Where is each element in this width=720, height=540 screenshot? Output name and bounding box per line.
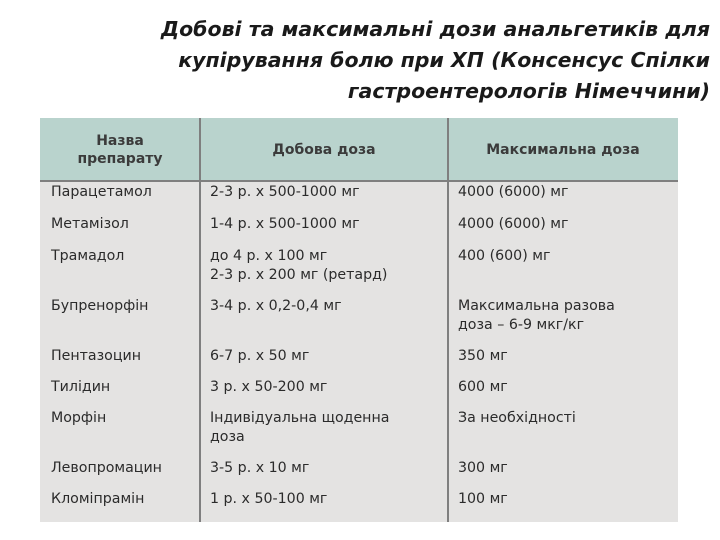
header-drug-name-line-2: препарату (77, 150, 163, 167)
max-dose-cell (458, 409, 576, 428)
max-dose-line: 600 мг (458, 379, 508, 395)
max-dose-cell (458, 183, 568, 202)
title-line-3: гастроентерологів Німеччини) (347, 79, 710, 103)
drug-name-cell: Кломіпрамін (51, 491, 145, 507)
analgesic-dose-table (40, 118, 678, 522)
column-divider (447, 118, 449, 522)
daily-dose-line: 3 р. x 50-200 мг (210, 379, 328, 395)
max-dose-cell (458, 490, 508, 509)
daily-dose-cell (210, 183, 360, 202)
max-dose-line: 350 мг (458, 348, 508, 364)
daily-dose-line: 6-7 р. x 50 мг (210, 348, 310, 364)
header-drug-name-line-1: Назва (96, 132, 144, 149)
max-dose-cell (458, 297, 615, 335)
drug-name-cell: Метамізол (51, 216, 129, 232)
max-dose-line: доза – 6-9 мкг/кг (458, 317, 585, 333)
daily-dose-line: 1 р. x 50-100 мг (210, 491, 328, 507)
daily-dose-cell (210, 459, 309, 478)
daily-dose-cell (210, 297, 342, 316)
daily-dose-line: 2-3 р. x 200 мг (ретард) (210, 267, 388, 283)
drug-name-cell: Бупренорфін (51, 298, 149, 314)
daily-dose-cell (210, 490, 327, 509)
daily-dose-cell (210, 378, 327, 397)
daily-dose-cell (210, 347, 309, 366)
header-divider (40, 180, 678, 182)
header-max-dose: Максимальна доза (486, 141, 640, 158)
table-header (40, 118, 678, 181)
header-drug-name (40, 118, 200, 181)
title-line-1: Добові та максимальні дози анальгетиків для (160, 17, 710, 41)
page-title (20, 14, 710, 107)
drug-name-cell: Левопромацин (51, 460, 162, 476)
daily-dose-cell (210, 215, 360, 234)
daily-dose-line: до 4 р. x 100 мг (210, 248, 328, 264)
max-dose-line: За необхідності (458, 410, 576, 426)
daily-dose-line: 2-3 р. x 500-1000 мг (210, 184, 360, 200)
daily-dose-cell (210, 409, 389, 447)
max-dose-line: 300 мг (458, 460, 508, 476)
daily-dose-line: Індивідуальна щоденна (210, 410, 390, 426)
header-daily-dose: Добова доза (272, 141, 376, 158)
max-dose-cell (458, 215, 568, 234)
max-dose-line: 100 мг (458, 491, 508, 507)
max-dose-line: 400 (600) мг (458, 248, 551, 264)
daily-dose-line: 3-4 р. x 0,2-0,4 мг (210, 298, 342, 314)
drug-name-cell: Морфін (51, 410, 107, 426)
drug-name-cell: Тилідин (51, 379, 111, 395)
daily-dose-line: доза (210, 429, 245, 445)
max-dose-cell (458, 378, 508, 397)
daily-dose-line: 3-5 р. x 10 мг (210, 460, 310, 476)
daily-dose-line: 1-4 р. x 500-1000 мг (210, 216, 360, 232)
title-line-2: купірування болю при ХП (Консенсус Спілки (178, 48, 710, 72)
max-dose-line: 4000 (6000) мг (458, 184, 569, 200)
column-divider (199, 118, 201, 522)
max-dose-line: 4000 (6000) мг (458, 216, 569, 232)
daily-dose-cell (210, 247, 387, 285)
drug-name-cell: Трамадол (51, 248, 125, 264)
drug-name-cell: Парацетамол (51, 184, 152, 200)
max-dose-line: Максимальна разова (458, 298, 615, 314)
max-dose-cell (458, 459, 508, 478)
max-dose-cell (458, 247, 550, 266)
drug-name-cell: Пентазоцин (51, 348, 142, 364)
max-dose-cell (458, 347, 508, 366)
